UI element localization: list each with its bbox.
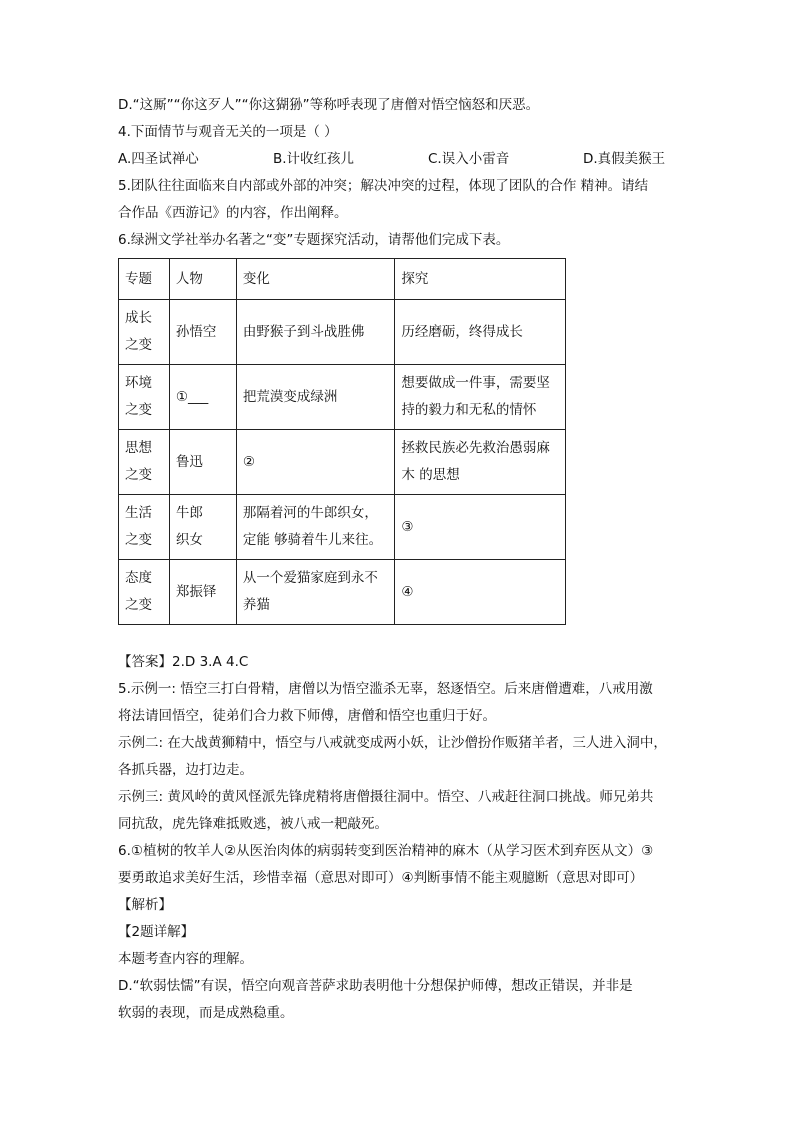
answer-line: 要勇敢追求美好生活，珍惜幸福（意思对即可）④判断事情不能主观臆断（意思对即可） [118, 870, 644, 886]
analysis-heading: 【解析】 [118, 897, 172, 913]
question-6: 6.绿洲文学社举办名著之“变”专题探究活动，请帮他们完成下表。 [118, 232, 510, 248]
cell-line: ③ [401, 518, 414, 535]
cell-line: 之变 [125, 402, 152, 418]
answer-line: 6.①植树的牧羊人②从医治肉体的病弱转变到医治精神的麻木（从学习医术到弃医从文）③ [118, 843, 654, 859]
q4-option-d: D.真假美猴王 [583, 151, 666, 167]
cell-line: ①___ [175, 388, 209, 405]
cell-line: 成长 [125, 310, 152, 326]
header-topic: 专题 [119, 259, 170, 300]
answer-line: 软弱的表现，而是成熟稳重。 [118, 1005, 294, 1021]
cell-change [236, 495, 395, 560]
cell-change [236, 430, 395, 495]
exploration-table [118, 258, 566, 625]
cell-line: ④ [401, 583, 414, 600]
cell-line: 之变 [125, 467, 152, 483]
q2-detail-heading: 【2题详解】 [118, 924, 195, 940]
table-row [119, 365, 566, 430]
header-person: 人物 [169, 259, 236, 300]
cell-line: 养猫 [242, 597, 270, 613]
cell-explore [395, 430, 566, 495]
cell-change [236, 365, 395, 430]
cell-line: 定能 够骑着牛儿来往。 [242, 532, 383, 548]
cell-line: 织女 [175, 532, 203, 548]
table-row [119, 430, 566, 495]
cell-person [169, 430, 236, 495]
cell-line: 历经磨砺，终得成长 [401, 323, 523, 340]
answer-line: 5.示例一: 悟空三打白骨精，唐僧以为悟空滥杀无辜，怒逐悟空。后来唐僧遭难，八戒用激 [118, 681, 653, 697]
answer-line: 同抗敌，虎先锋难抵败逃，被八戒一耙敲死。 [118, 816, 388, 832]
answer-line: 示例三: 黄风岭的黄风怪派先锋虎精将唐僧摄往洞中。悟空、八戒赶往洞口挑战。师兄弟共 [118, 789, 654, 805]
q4-option-c: C.误入小雷音 [428, 151, 510, 167]
cell-line: 思想 [125, 440, 152, 456]
cell-line: 拯救民族必先救治愚弱麻 [401, 440, 550, 456]
cell-person [169, 495, 236, 560]
answer-line: 示例二: 在大战黄狮精中，悟空与八戒就变成两小妖，让沙僧扮作贩猪羊者，三人进入洞中， [118, 735, 667, 751]
document-page [118, 92, 678, 1027]
cell-explore [395, 365, 566, 430]
cell-line: ② [242, 453, 255, 470]
cell-line: 持的毅力和无私的情怀 [401, 402, 537, 418]
cell-topic [119, 300, 170, 365]
answer-heading: 【答案】2.D 3.A 4.C [118, 654, 249, 670]
cell-explore [395, 495, 566, 560]
cell-line: 由野猴子到斗战胜佛 [242, 323, 365, 340]
cell-person [169, 560, 236, 625]
q4-options [118, 146, 678, 173]
cell-line: 孙悟空 [175, 323, 217, 340]
q3-option-d: D.“这厮”“你这歹人”“你这猢狲”等称呼表现了唐僧对悟空恼怒和厌恶。 [118, 97, 540, 113]
cell-line: 环境 [125, 375, 152, 391]
cell-line: 鲁迅 [175, 453, 203, 470]
cell-topic [119, 560, 170, 625]
cell-line: 郑振铎 [175, 583, 217, 600]
answer-line: 将法请回悟空，徒弟们合力救下师傅，唐僧和悟空也重归于好。 [118, 708, 496, 724]
answer-section [118, 649, 678, 1027]
cell-topic [119, 430, 170, 495]
cell-line: 那隔着河的牛郎织女， [242, 505, 378, 521]
cell-person [169, 365, 236, 430]
question-4: 4.下面情节与观音无关的一项是（ ） [118, 124, 338, 140]
cell-line: 生活 [125, 505, 152, 521]
cell-topic [119, 495, 170, 560]
cell-line: 把荒漠变成绿洲 [242, 388, 338, 405]
header-change: 变化 [236, 259, 395, 300]
cell-line: 之变 [125, 532, 152, 548]
table-header-row [119, 259, 566, 300]
question-5-line2: 合作品《西游记》的内容，作出阐释。 [118, 205, 348, 221]
cell-line: 想要做成一件事，需要坚 [401, 375, 550, 391]
table-row [119, 300, 566, 365]
question-5-line1: 5.团队往往面临来自内部或外部的冲突；解决冲突的过程，体现了团队的合作 精神。请结 [118, 178, 649, 194]
cell-line: 之变 [125, 597, 152, 613]
header-explore: 探究 [395, 259, 566, 300]
q4-option-b: B.计收红孩儿 [273, 151, 355, 167]
cell-line: 木 的思想 [401, 467, 460, 483]
table-row [119, 495, 566, 560]
answer-line: D.“软弱怯懦”有误，悟空向观音菩萨求助表明他十分想保护师傅，想改正错误，并非是 [118, 978, 633, 994]
cell-person [169, 300, 236, 365]
cell-line: 牛郎 [175, 505, 203, 521]
cell-line: 从一个爱猫家庭到永不 [242, 570, 378, 586]
cell-explore [395, 300, 566, 365]
cell-line: 之变 [125, 337, 152, 353]
answer-line: 各抓兵器，边打边走。 [118, 762, 253, 778]
cell-explore [395, 560, 566, 625]
cell-line: 态度 [125, 570, 152, 586]
cell-topic [119, 365, 170, 430]
cell-change [236, 300, 395, 365]
answer-line: 本题考查内容的理解。 [118, 951, 253, 967]
cell-change [236, 560, 395, 625]
q4-option-a: A.四圣试禅心 [118, 151, 199, 167]
table-row [119, 560, 566, 625]
